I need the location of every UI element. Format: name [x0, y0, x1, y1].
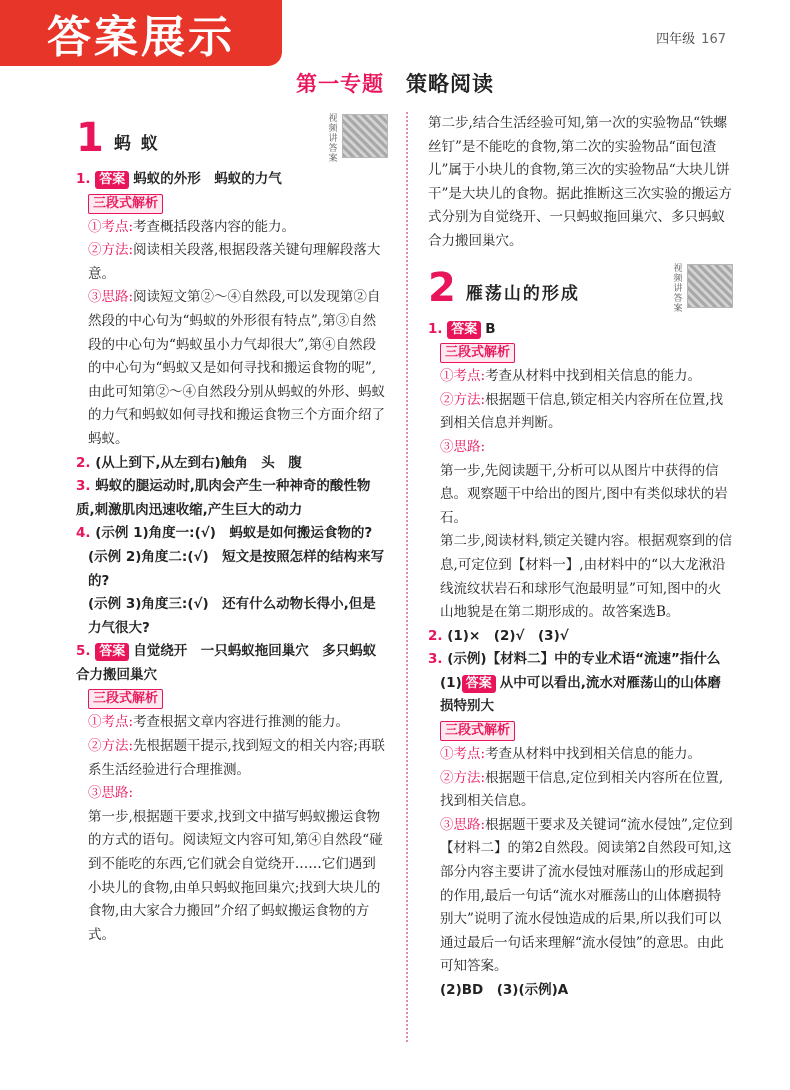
- video-qr[interactable]: [672, 264, 733, 314]
- analysis-point: [76, 711, 388, 735]
- analysis-text: 考查从材料中找到相关信息的能力。: [485, 368, 702, 385]
- right-column: [428, 112, 733, 1003]
- answer-tag: 答案: [462, 675, 496, 693]
- question-1: [76, 168, 388, 192]
- question-number: 5.: [76, 643, 91, 660]
- analysis-method: [76, 735, 388, 782]
- analysis-text: 考查从材料中找到相关信息的能力。: [485, 746, 702, 763]
- label-silu: ③思路:: [88, 289, 134, 306]
- analysis-tag: 三段式解析: [88, 194, 163, 214]
- label-fangfa: ②方法:: [440, 391, 486, 408]
- grade-label: 四年级: [656, 32, 696, 47]
- analysis-text: 阅读短文第②～④自然段,可以发现第②自然段的中心句为“蚂蚁的外形很有特点”,第③自然段的中心句为“蚂蚁虽小力气却很大”,第④自然段的中心句为“蚂蚁又是如何寻找和搬运食物的呢”,由此可知第②～④自然段分别从蚂蚁的外形、蚂蚁的力气和蚂蚁如何寻找和搬运食物三个方面介绍了蚂蚁。: [88, 289, 385, 447]
- question-4-example-3: (示例 3)角度三:(√) 还有什么动物长得小,但是力气很大?: [88, 596, 376, 636]
- analysis-text: 先根据题干提示,找到短文的相关内容;再联系生活经验进行合理推测。: [88, 738, 385, 778]
- analysis-tag: 三段式解析: [440, 343, 515, 363]
- answer-text: (示例 1)角度一:(√) 蚂蚁是如何搬运食物的?: [95, 525, 373, 542]
- answer-text: (示例)【材料二】中的专业术语“流速”指什么: [447, 651, 721, 668]
- label-fangfa: ②方法:: [88, 242, 134, 259]
- qr-code-icon[interactable]: [342, 114, 388, 158]
- question-number: 2.: [428, 627, 443, 644]
- label-kaodian: ①考点:: [440, 746, 486, 763]
- qr-label: 视频讲答案: [328, 114, 338, 164]
- question-3-rest: (2)BD (3)(示例)A: [440, 982, 569, 998]
- label-fangfa: ②方法:: [440, 769, 486, 786]
- page-title: [0, 68, 790, 98]
- answer-text: 蚂蚁的腿运动时,肌肉会产生一种神奇的酸性物质,刺激肌肉迅速收缩,产生巨大的动力: [76, 478, 371, 518]
- analysis-text: 根据题干信息,锁定相关内容所在位置,找到相关信息并判断。: [440, 391, 724, 432]
- question-2: [76, 452, 388, 476]
- answer-text: 自觉绕开 一只蚂蚁拖回巢穴 多只蚂蚁合力搬回巢穴: [76, 643, 377, 683]
- section-number: 1: [76, 115, 104, 161]
- question-2: [428, 625, 733, 649]
- column-divider: [406, 112, 408, 1042]
- question-5: [76, 640, 388, 687]
- analysis-text: 考查概括段落内容的能力。: [133, 218, 296, 235]
- analysis-step-1: 第一步,先阅读题干,分析可以从图片中获得的信息。观察题干中给出的图片,图中有类似球状的岩石。: [440, 462, 728, 526]
- answer-text: 蚂蚁的外形 蚂蚁的力气: [133, 171, 282, 187]
- label-silu: ③思路:: [440, 816, 486, 833]
- analysis-step-1: 第一步,根据题干要求,找到文中描写蚂蚁搬运食物的方式的语句。阅读短文内容可知,第④自然段“碰到不能吃的东西,它们就会自觉绕开……它们遇到小块儿的食物,由单只蚂蚁拖回巢穴;找到大块儿的食物,由大家合力搬回”介绍了蚂蚁搬运食物的方式。: [88, 808, 383, 943]
- qr-label: 视频讲答案: [673, 263, 683, 314]
- analysis-method: [428, 767, 733, 814]
- page-header: [656, 28, 726, 47]
- label-kaodian: ①考点:: [88, 218, 134, 235]
- answer-tag: 答案: [447, 321, 481, 339]
- label-kaodian: ①考点:: [88, 714, 134, 731]
- analysis-text: 根据题干要求及关键词“流水侵蚀”,定位到【材料二】的第2自然段。阅读第2自然段可知,这部分内容主要讲了流水侵蚀对雁荡山的形成起到的作用,最后一句话“流水对雁荡山的山体磨损特别大”说明了流水侵蚀造成的后果,所以我们可以通过最后一句话来理解“流水侵蚀”的意思。由此可知答案。: [440, 816, 733, 975]
- question-number: 2.: [76, 454, 91, 471]
- question-4: [76, 522, 388, 546]
- analysis-point: [428, 743, 733, 767]
- analysis-thinking: [76, 286, 388, 451]
- analysis-thinking: [428, 436, 733, 460]
- title-topic: 第一专题: [296, 72, 384, 96]
- label-kaodian: ①考点:: [440, 368, 486, 385]
- label-silu: ③思路:: [88, 785, 134, 802]
- question-3: [76, 475, 388, 522]
- question-3: [428, 648, 733, 672]
- analysis-point: [76, 216, 388, 240]
- section-number: 2: [428, 264, 456, 311]
- answer-text: (从上到下,从左到右)触角 头 腹: [95, 454, 302, 471]
- answer-tag: 答案: [95, 171, 129, 189]
- analysis-method: [428, 389, 733, 436]
- analysis-thinking: [428, 814, 733, 979]
- label-fangfa: ②方法:: [88, 738, 134, 755]
- answer-display-banner: 答案展示: [0, 0, 282, 66]
- analysis-text: 根据题干信息,定位到相关内容所在位置,找到相关信息。: [440, 769, 724, 810]
- analysis-step-2: 第二步,阅读材料,锁定关键内容。根据观察到的信息,可定位到【材料一】,由材料中的“以大龙湫沿线流纹状岩石和球形气泡最明显”可知,图中的火山地貌是在第二期形成的。故答案选B。: [440, 533, 733, 621]
- qr-code-icon[interactable]: [687, 264, 733, 308]
- question-number: 3.: [428, 651, 443, 668]
- question-3-part-1: [428, 672, 733, 719]
- analysis-thinking: [76, 782, 388, 806]
- analysis-tag: 三段式解析: [440, 721, 515, 741]
- section-heading-1: [76, 112, 388, 164]
- section-heading-2: [428, 262, 733, 314]
- answer-tag: 答案: [95, 643, 129, 661]
- question-4-example-2: (示例 2)角度二:(√) 短文是按照怎样的结构来写的?: [88, 548, 385, 589]
- question-number: 4.: [76, 525, 91, 542]
- analysis-tag: 三段式解析: [88, 689, 163, 709]
- label-silu: ③思路:: [440, 438, 486, 455]
- analysis-step-2: 第二步,结合生活经验可知,第一次的实验物品“铁螺丝钉”是不能吃的食物,第二次的实验物品“面包渣儿”属于小块儿的食物,第三次的实验物品“大块儿饼干”是大块儿的食物。据此推断这三次实验的搬运方式分别为自觉绕开、一只蚂蚁拖回巢穴、多只蚂蚁合力搬回巢穴。: [428, 115, 732, 249]
- analysis-method: [76, 239, 388, 286]
- question-number: 3.: [76, 478, 91, 495]
- analysis-point: [428, 365, 733, 389]
- sub-number: (1): [440, 674, 462, 691]
- title-subject: 策略阅读: [406, 72, 494, 96]
- question-1: [428, 318, 733, 342]
- analysis-text: 阅读相关段落,根据段落关键句理解段落大意。: [88, 242, 381, 282]
- section-title: 雁荡山的形成: [465, 283, 580, 304]
- left-column: [76, 112, 388, 947]
- answer-text: (1)× (2)√ (3)√: [447, 627, 569, 644]
- answer-text: B: [485, 320, 496, 337]
- question-number: 1.: [76, 171, 91, 187]
- video-qr[interactable]: [327, 114, 388, 164]
- answer-text: 从中可以看出,流水对雁荡山的山体磨损特别大: [440, 674, 721, 715]
- page-number: 167: [701, 32, 726, 47]
- question-number: 1.: [428, 320, 443, 337]
- analysis-text: 考查根据文章内容进行推测的能力。: [133, 714, 350, 731]
- section-title: 蚂 蚁: [113, 134, 160, 154]
